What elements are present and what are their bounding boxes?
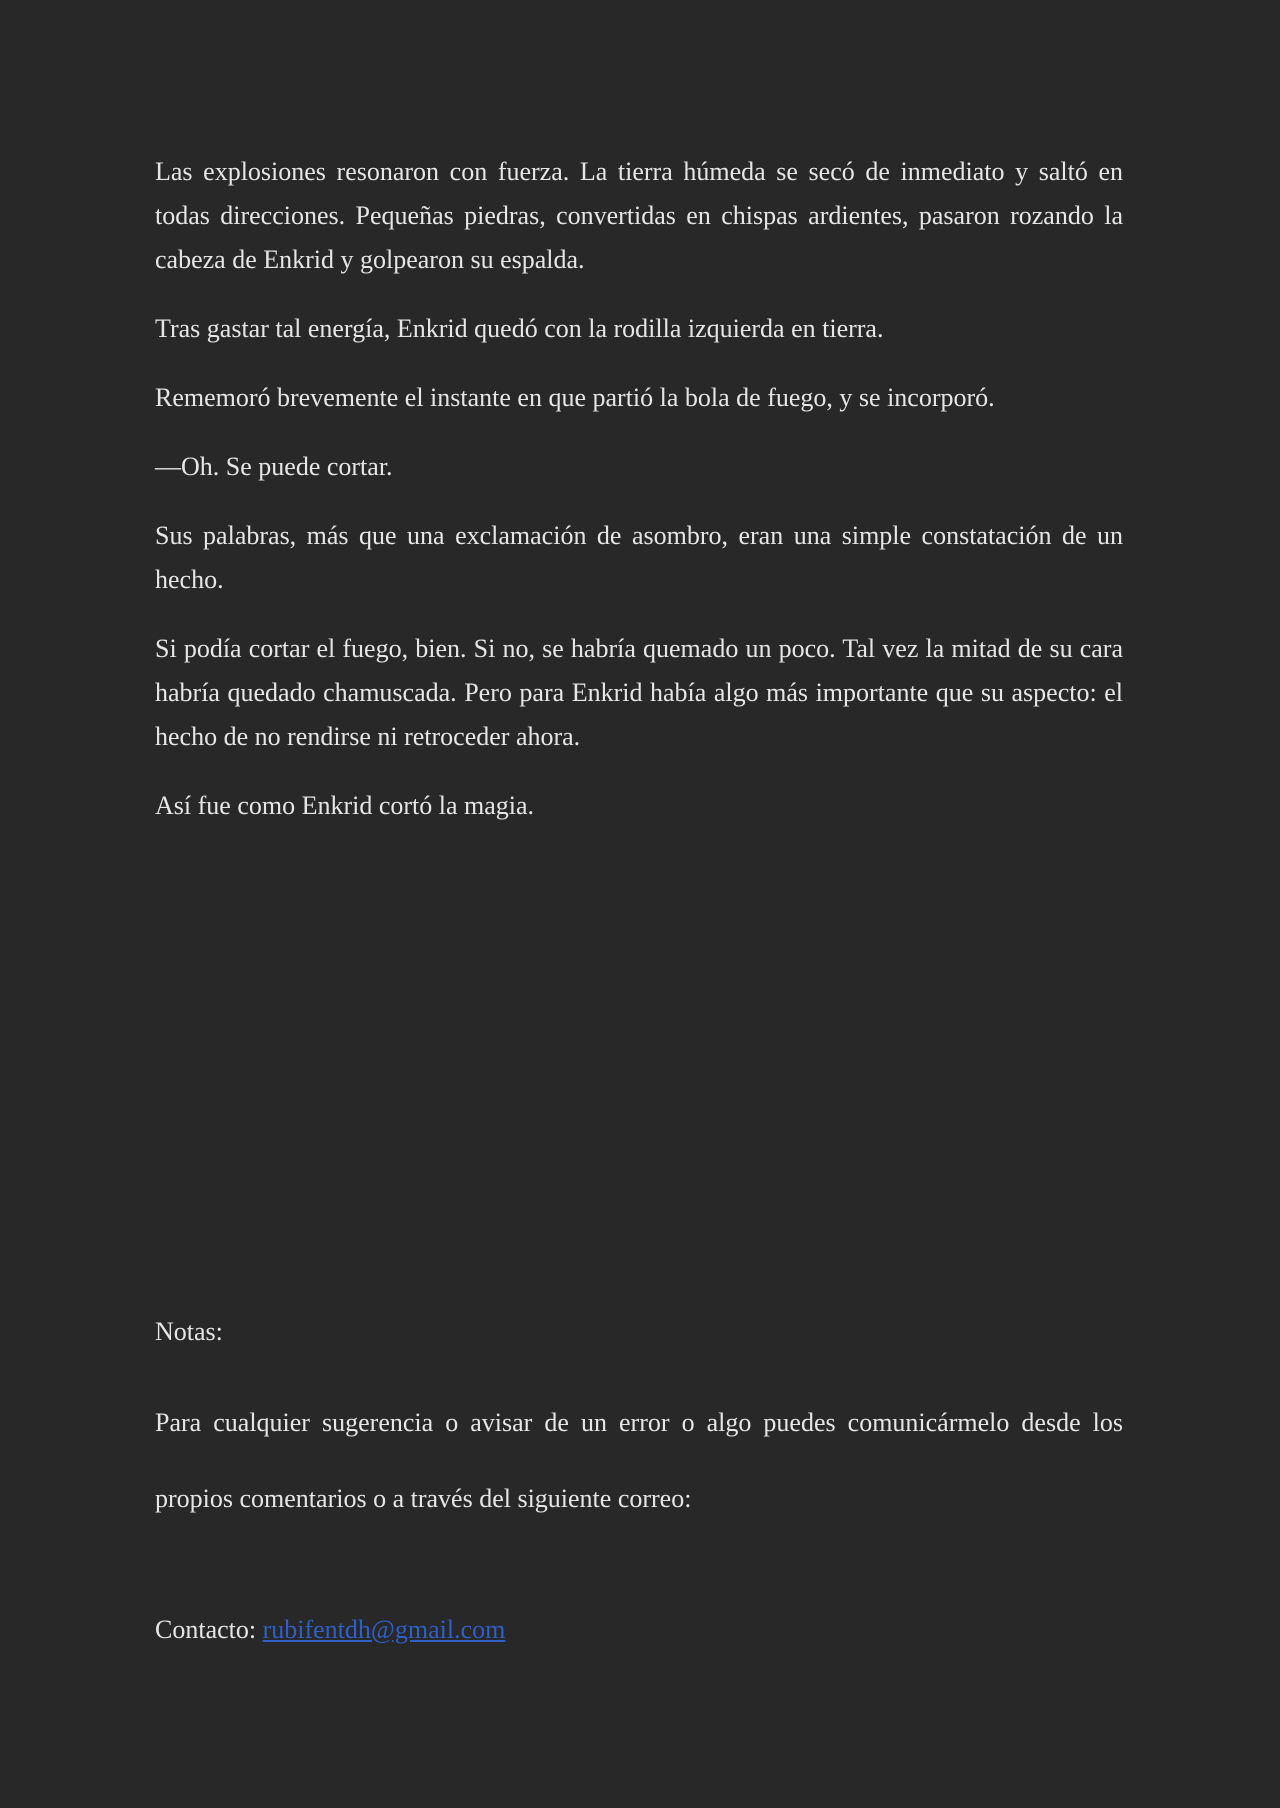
contact-line xyxy=(155,1608,1123,1652)
story-paragraph: Tras gastar tal energía, Enkrid quedó con la rodilla izquierda en tierra. xyxy=(155,314,884,343)
contact-email-link[interactable]: rubifentdh@gmail.com xyxy=(262,1615,506,1644)
notes-section xyxy=(155,1310,1123,1652)
story-content xyxy=(155,150,1123,828)
story-paragraph: Sus palabras, más que una exclamación de asombro, eran una simple constatación de un hecho. xyxy=(155,521,1123,594)
contact-label: Contacto: xyxy=(155,1615,263,1644)
story-dialogue: —Oh. Se puede cortar. xyxy=(155,452,393,481)
story-paragraph: Así fue como Enkrid cortó la magia. xyxy=(155,791,535,820)
notes-title: Notas: xyxy=(155,1317,223,1346)
story-paragraph: Rememoró brevemente el instante en que partió la bola de fuego, y se incorporó. xyxy=(155,383,995,412)
story-paragraph: Si podía cortar el fuego, bien. Si no, se habría quemado un poco. Tal vez la mitad de su cara habría quedado chamuscada. Pero para Enkrid había algo más importante que su aspecto: el hecho de no rendirse ni retroceder ahora. xyxy=(155,634,1123,751)
story-paragraph: Las explosiones resonaron con fuerza. La tierra húmeda se secó de inmediato y saltó en todas direcciones. Pequeñas piedras, convertidas en chispas ardientes, pasaron rozando la cabeza de Enkrid y golpearon su espalda. xyxy=(155,157,1123,274)
notes-body: Para cualquier sugerencia o avisar de un error o algo puedes comunicármelo desde los propios comentarios o a través del siguiente correo: xyxy=(155,1408,1123,1513)
